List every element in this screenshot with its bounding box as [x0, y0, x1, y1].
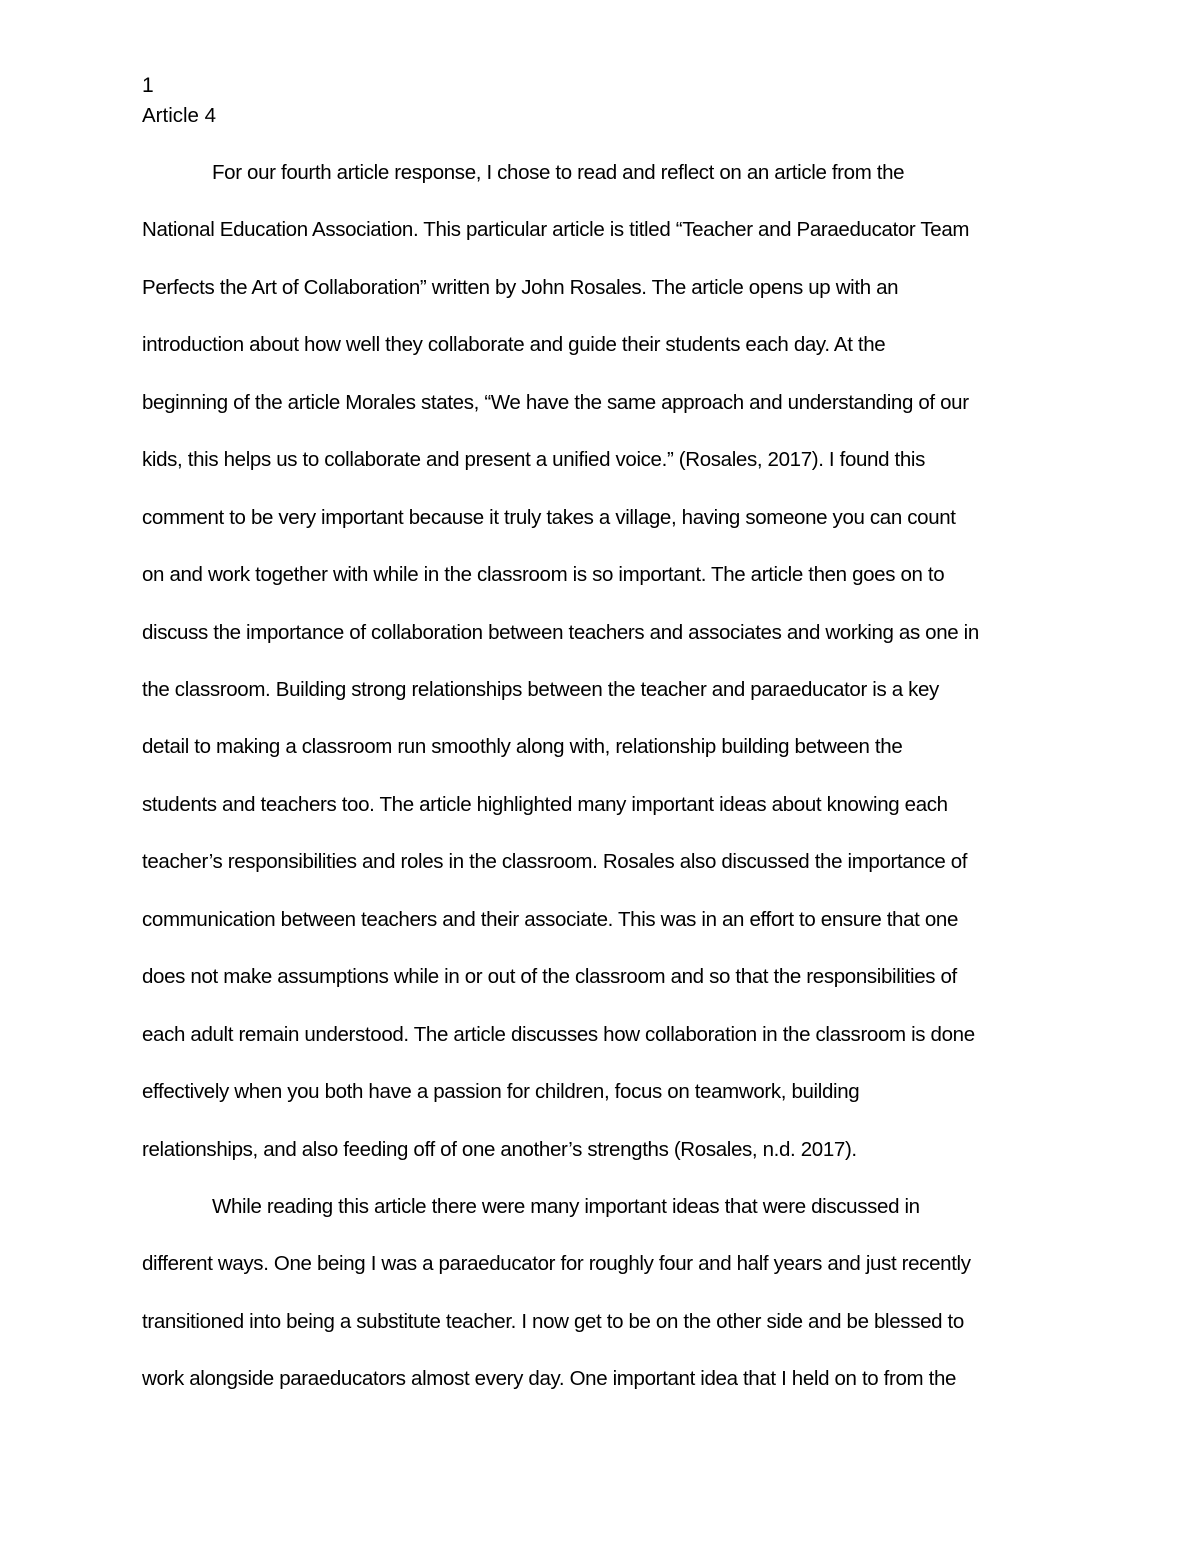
paragraph-line: transitioned into being a substitute teacher. I now get to be on the other side and be blessed to: [142, 1310, 964, 1333]
paragraph-line: beginning of the article Morales states, “We have the same approach and understanding of our: [142, 391, 969, 414]
paragraph-line: introduction about how well they collaborate and guide their students each day. At the: [142, 333, 886, 356]
paragraph-line: on and work together with while in the classroom is so important. The article then goes on to: [142, 563, 945, 586]
paragraph-line: does not make assumptions while in or out of the classroom and so that the responsibilities of: [142, 965, 957, 988]
paragraph-line: teacher’s responsibilities and roles in the classroom. Rosales also discussed the importance of: [142, 850, 968, 873]
page-number: 1: [142, 74, 154, 97]
paragraph-line: work alongside paraeducators almost every day. One important idea that I held on to from the: [142, 1367, 957, 1390]
paragraph-line: While reading this article there were many important ideas that were discussed in: [212, 1195, 920, 1218]
document-title: Article 4: [142, 104, 217, 127]
paragraph-line: National Education Association. This particular article is titled “Teacher and Paraeducator Team: [142, 218, 970, 241]
paragraph-line: discuss the importance of collaboration between teachers and associates and working as one in: [142, 621, 979, 644]
paragraph-line: communication between teachers and their associate. This was in an effort to ensure that one: [142, 908, 959, 931]
paragraph-line: different ways. One being I was a paraeducator for roughly four and half years and just recently: [142, 1252, 971, 1275]
paragraph-line: For our fourth article response, I chose to read and reflect on an article from the: [212, 161, 905, 184]
paragraph-line: kids, this helps us to collaborate and present a unified voice.” (Rosales, 2017). I found this: [142, 448, 926, 471]
paragraph-line: the classroom. Building strong relationships between the teacher and paraeducator is a key: [142, 678, 939, 701]
paragraph-line: each adult remain understood. The article discusses how collaboration in the classroom is done: [142, 1023, 975, 1046]
paragraph-line: effectively when you both have a passion for children, focus on teamwork, building: [142, 1080, 860, 1103]
paragraph-line: Perfects the Art of Collaboration” written by John Rosales. The article opens up with an: [142, 276, 899, 299]
paragraph-line: students and teachers too. The article highlighted many important ideas about knowing each: [142, 793, 948, 816]
paragraph-line: comment to be very important because it truly takes a village, having someone you can count: [142, 506, 956, 529]
paragraph-line: relationships, and also feeding off of one another’s strengths (Rosales, n.d. 2017).: [142, 1138, 857, 1161]
paragraph-line: detail to making a classroom run smoothly along with, relationship building between the: [142, 735, 903, 758]
